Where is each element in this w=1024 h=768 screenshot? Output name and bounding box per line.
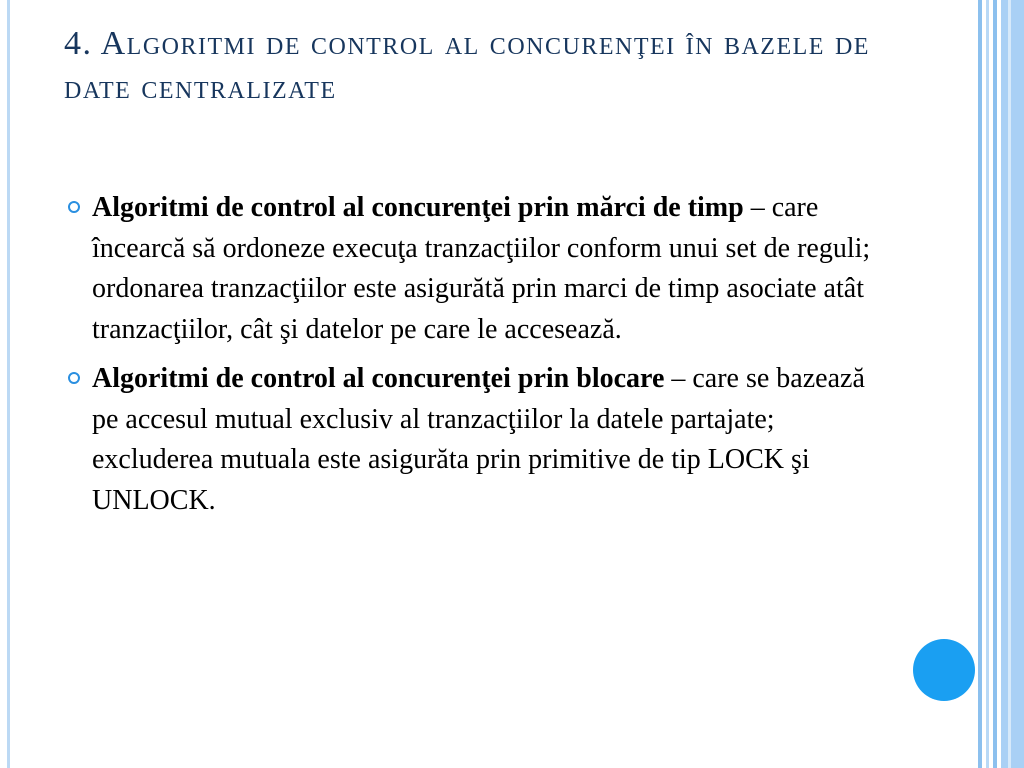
right-stripe xyxy=(993,0,997,768)
bullet-text xyxy=(92,188,894,350)
bullet-item xyxy=(64,188,894,350)
right-stripe xyxy=(1001,0,1024,768)
right-stripe xyxy=(986,0,989,768)
bullet-ring-icon xyxy=(68,201,80,213)
bullet-body-text: – care încearcă să ordoneze execuţa tranzacţiilor conform unui set de reguli; ordonarea tranzacţiilor este asigurătă prin marci de timp asociate atât tranzacţiilor, cât şi datelor pe care le accesează. xyxy=(92,192,871,345)
bullet-bold-text: Algoritmi de control al concurenţei prin mărci de timp xyxy=(92,192,744,223)
right-stripe xyxy=(1008,0,1011,768)
right-stripe xyxy=(978,0,982,768)
bullet-body-text: – care se bazează pe accesul mutual exclusiv al tranzacţiilor la datele partajate; excluderea mutuala este asigurăta prin primitive de tip LOCK şi UNLOCK. xyxy=(92,363,865,516)
bullet-bold-text: Algoritmi de control al concurenţei prin blocare xyxy=(92,363,665,394)
slide-title: 4. Algoritmi de control al concurenţei în bazele de date centralizate xyxy=(64,25,870,106)
bullet-list xyxy=(64,188,894,521)
bullet-ring-icon xyxy=(68,372,80,384)
bullet-item xyxy=(64,359,894,521)
bullet-text xyxy=(92,359,894,521)
left-decorative-line xyxy=(7,0,10,768)
decorative-circle xyxy=(913,639,975,701)
